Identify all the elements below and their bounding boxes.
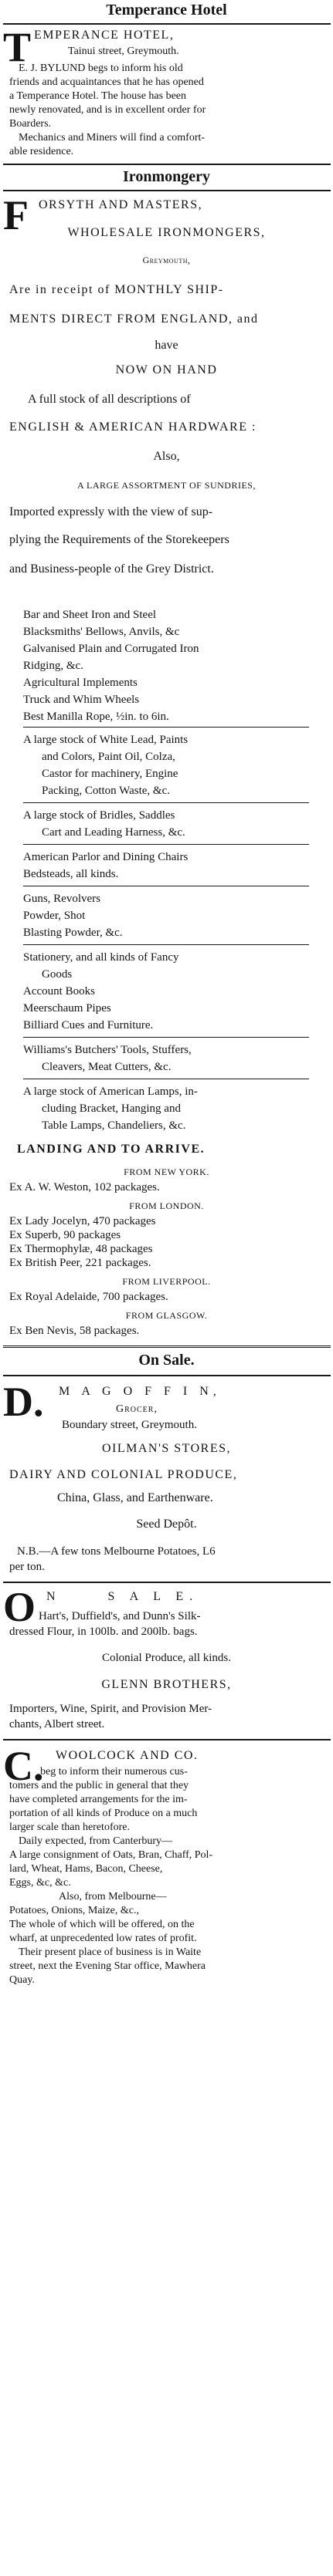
text-line: Potatoes, Onions, Maize, &c., [9, 1905, 139, 1916]
arrival-ship: Ex British Peer, 221 packages. [9, 1257, 151, 1269]
firm-name: ORSYTH AND MASTERS, [39, 198, 203, 211]
text-line: portation of all kinds of Produce on a much [9, 1808, 198, 1819]
goods-item: Cart and Leading Harness, &c. [42, 826, 185, 839]
text-line: Boarders. [9, 118, 52, 130]
text-line: Colonial Produce, all kinds. [101, 1652, 232, 1664]
goods-item: Williams's Butchers' Tools, Stuffers, [23, 1044, 192, 1056]
arrival-ship: Ex Lady Jocelyn, 470 packages [9, 1215, 156, 1227]
goods-item: Account Books [23, 985, 95, 998]
goods-item: Blasting Powder, &c. [23, 927, 123, 939]
drop-cap: C. [3, 1743, 44, 1789]
text-line: able residence. [9, 146, 74, 157]
merchant-trade: Grocer, [116, 1403, 158, 1415]
section-rule [3, 1582, 331, 1583]
goods-item: Packing, Cotton Waste, &c. [42, 785, 170, 797]
intro-line: Imported expressly with the view of sup- [9, 505, 213, 518]
section-rule [3, 1375, 331, 1376]
drop-cap: O [3, 1584, 36, 1630]
arrival-ship: Ex A. W. Weston, 102 packages. [9, 1181, 160, 1193]
goods-item: A large stock of Bridles, Saddles [23, 809, 175, 822]
text-line: Eggs, &c, &c. [9, 1877, 71, 1889]
merchant-name: GLENN BROTHERS, [101, 1678, 232, 1691]
list-divider [23, 727, 309, 728]
merchant-name: WOOLCOCK AND CO. [56, 1749, 199, 1762]
arrival-ship: Ex Thermophylæ, 48 packages [9, 1243, 153, 1255]
text-line: Quay. [9, 1974, 35, 1986]
goods-item: Powder, Shot [23, 910, 86, 922]
text-line: chants, Albert street. [9, 1718, 105, 1730]
arrival-origin: FROM LIVERPOOL. [122, 1276, 211, 1287]
goods-item: Galvanised Plain and Corrugated Iron [23, 643, 199, 655]
section-heading-onsale: On Sale. [138, 1352, 195, 1369]
section-rule [3, 1345, 331, 1348]
text-line: China, Glass, and Earthenware. [57, 1491, 213, 1504]
intro-line: and Business-people of the Grey District. [9, 562, 214, 576]
arrivals-heading: LANDING AND TO ARRIVE. [17, 1143, 206, 1156]
intro-line: Also, [153, 450, 180, 463]
text-line: tomers and the public in general that they [9, 1780, 189, 1791]
text-line: have completed arrangements for the im- [9, 1794, 188, 1805]
drop-cap: T [3, 24, 32, 70]
text-line: DAIRY AND COLONIAL PRODUCE, [9, 1468, 238, 1481]
text-line: The whole of which will be offered, on the [9, 1919, 195, 1930]
text-line: Hart's, Duffield's, and Dunn's Silk- [39, 1610, 201, 1622]
intro-line: MENTS DIRECT FROM ENGLAND, and [9, 312, 259, 326]
text-line: Their present place of business is in Waite [19, 1946, 202, 1958]
list-divider [23, 1037, 309, 1038]
goods-item: A large stock of American Lamps, in- [23, 1085, 198, 1098]
intro-line: A full stock of all descriptions of [28, 393, 191, 406]
arrival-origin: FROM GLASGOW. [125, 1310, 208, 1321]
text-line: lard, Wheat, Hams, Bacon, Cheese, [9, 1863, 163, 1875]
list-divider [23, 802, 309, 803]
section-rule [3, 190, 331, 191]
intro-line: NOW ON HAND [115, 363, 218, 376]
goods-item: Best Manilla Rope, ½in. to 6in. [23, 711, 169, 723]
intro-line: plying the Requirements of the Storekeepers [9, 533, 229, 546]
section-heading-ironmongery: Ironmongery [123, 168, 210, 185]
list-divider [23, 944, 309, 945]
text-line: larger scale than heretofore. [9, 1821, 130, 1833]
text-line: N.B.—A few tons Melbourne Potatoes, L6 [17, 1545, 216, 1558]
text-line: Daily expected, from Canterbury— [19, 1835, 173, 1847]
drop-cap: F [3, 192, 29, 238]
text-line: beg to inform their numerous cus- [40, 1766, 188, 1778]
merchant-address: Boundary street, Greymouth. [62, 1419, 197, 1431]
goods-item: Truck and Whim Wheels [23, 694, 140, 706]
goods-item: cluding Bracket, Hanging and [42, 1102, 181, 1115]
firm-town: Greymouth, [142, 255, 191, 265]
drop-cap: D. [3, 1379, 44, 1425]
text-line: A large consignment of Oats, Bran, Chaff, Pol- [9, 1849, 213, 1861]
section-rule [3, 1739, 331, 1740]
arrival-ship: Ex Royal Adelaide, 700 packages. [9, 1291, 168, 1303]
section-heading-temperance: Temperance Hotel [106, 2, 227, 19]
hotel-name: EMPERANCE HOTEL, [34, 29, 175, 42]
text-line: Mechanics and Miners will find a comfort- [19, 132, 206, 143]
text-line: OILMAN'S STORES, [101, 1442, 232, 1455]
list-divider [23, 844, 309, 845]
text-line: E. J. BYLUND begs to inform his old [19, 62, 183, 74]
merchant-name: M A G O F F I N, [59, 1385, 221, 1398]
goods-item: and Colors, Paint Oil, Colza, [42, 751, 175, 763]
text-line: street, next the Evening Star office, Mawhera [9, 1960, 206, 1972]
intro-line: A LARGE ASSORTMENT OF SUNDRIES, [77, 480, 256, 491]
text-line: Seed Depôt. [136, 1518, 197, 1531]
arrival-origin: FROM LONDON. [129, 1200, 204, 1211]
sale-title: N S A L E. [46, 1590, 199, 1603]
text-line: wharf, at unprecedented low rates of profit. [9, 1933, 197, 1944]
goods-item: Ridging, &c. [23, 660, 83, 672]
goods-item: Blacksmiths' Bellows, Anvils, &c [23, 626, 180, 638]
goods-item: American Parlor and Dining Chairs [23, 851, 189, 863]
goods-item: Table Lamps, Chandeliers, &c. [42, 1119, 186, 1132]
text-line: friends and acquaintances that he has opened [9, 76, 204, 88]
text-line: Also, from Melbourne— [59, 1891, 167, 1902]
goods-item: Goods [42, 968, 73, 981]
goods-item: Stationery, and all kinds of Fancy [23, 951, 179, 964]
goods-item: Billiard Cues and Furniture. [23, 1019, 154, 1031]
intro-line: Are in receipt of MONTHLY SHIP- [9, 283, 224, 296]
goods-item: Meerschaum Pipes [23, 1002, 111, 1015]
text-line: newly renovated, and is in excellent order for [9, 104, 206, 116]
hotel-address: Tainui street, Greymouth. [68, 46, 179, 57]
arrival-origin: FROM NEW YORK. [124, 1166, 209, 1177]
goods-item: Guns, Revolvers [23, 893, 100, 905]
arrival-ship: Ex Superb, 90 packages [9, 1229, 121, 1241]
text-line: a Temperance Hotel. The house has been [9, 90, 187, 102]
goods-item: Bar and Sheet Iron and Steel [23, 609, 157, 621]
text-line: Importers, Wine, Spirit, and Provision Mer- [9, 1703, 212, 1715]
text-line: dressed Flour, in 100lb. and 200lb. bags. [9, 1626, 198, 1638]
text-line: per ton. [9, 1561, 45, 1573]
arrival-ship: Ex Ben Nevis, 58 packages. [9, 1325, 140, 1337]
firm-subtitle: WHOLESALE IRONMONGERS, [67, 226, 266, 239]
section-rule [3, 23, 331, 25]
intro-line: ENGLISH & AMERICAN HARDWARE : [9, 420, 257, 434]
intro-line: have [155, 339, 178, 352]
goods-item: Bedsteads, all kinds. [23, 868, 119, 880]
section-rule [3, 164, 331, 165]
goods-item: Agricultural Implements [23, 677, 138, 689]
goods-item: A large stock of White Lead, Paints [23, 734, 189, 746]
goods-item: Castor for machinery, Engine [42, 768, 178, 780]
goods-item: Cleavers, Meat Cutters, &c. [42, 1061, 172, 1073]
